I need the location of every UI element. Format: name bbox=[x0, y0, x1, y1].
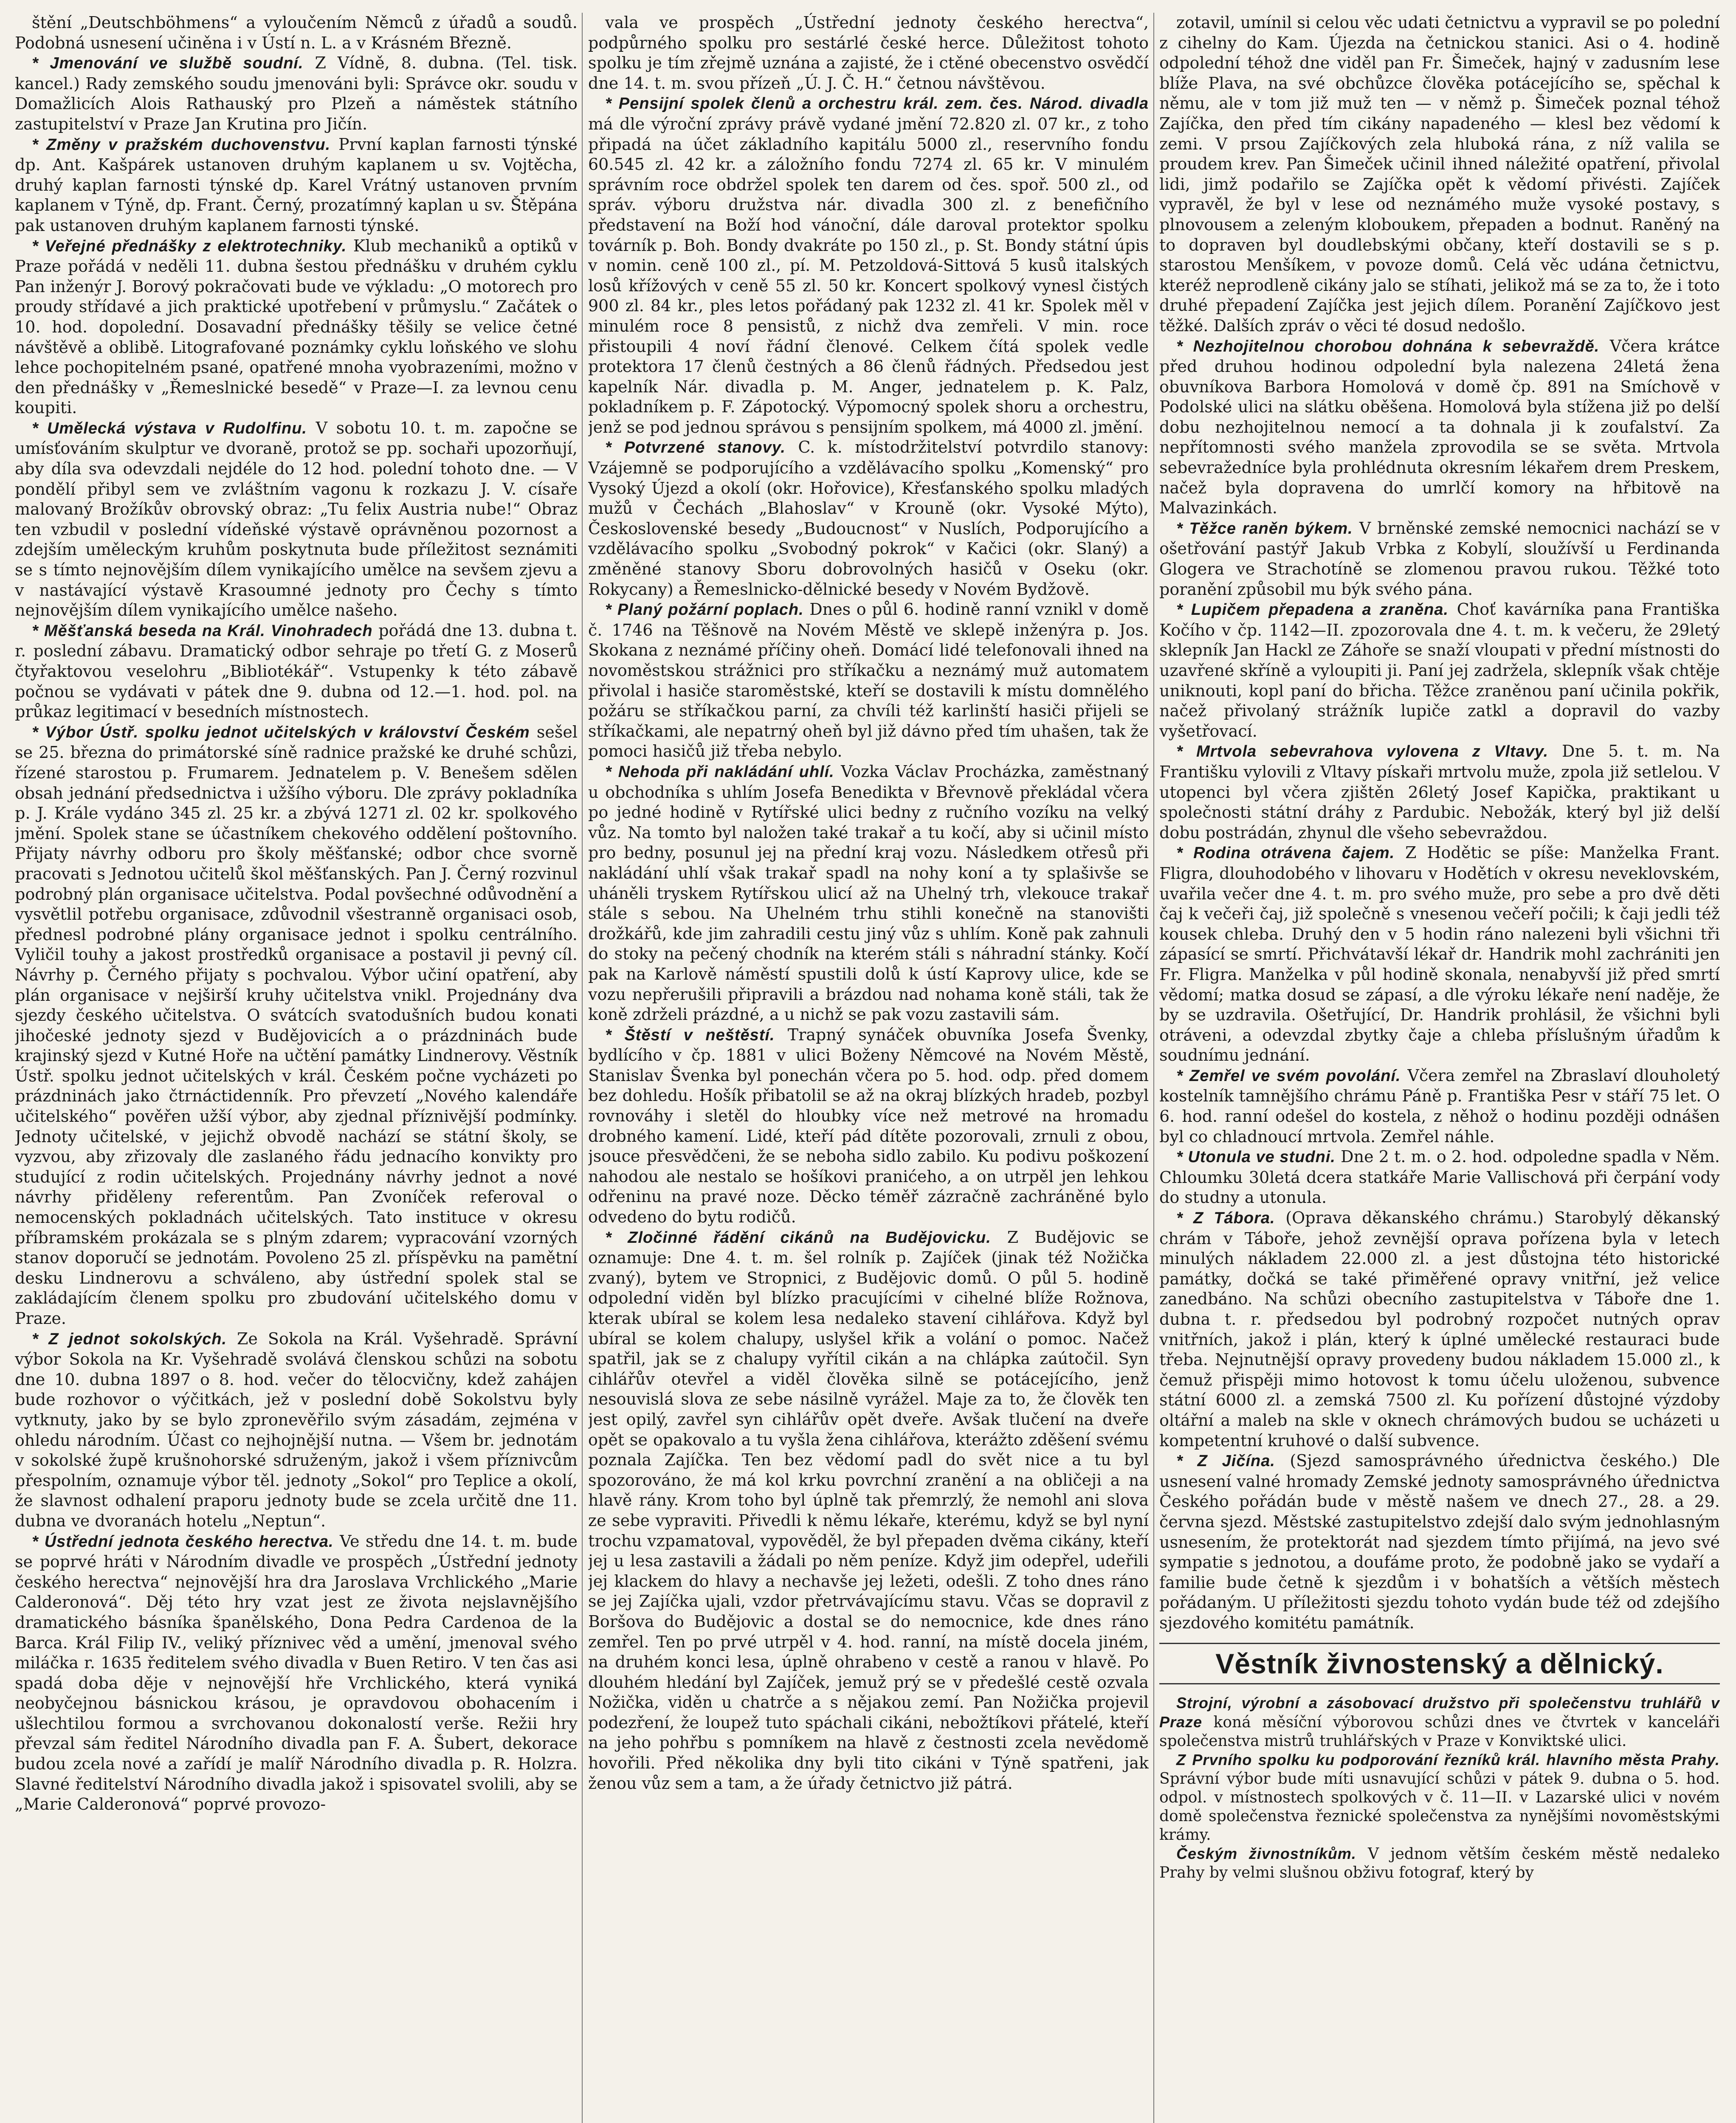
article-paragraph bbox=[15, 418, 578, 621]
article-paragraph bbox=[1159, 1694, 1720, 1751]
article-paragraph bbox=[588, 600, 1149, 762]
article-text: Z Budějovic se oznamuje: Dne 4. t. m. šel rolník p. Zajíček (jinak též Nožička zvaný), bytem ve Stropnici, z Budějovic domů. O půl 5. hodině odpolední viděn byl blízko pracujícími v cihelné blíže Rožnova, kterak ubíral se kolem lesa nedaleko stavení cihlářova. Když byl ubíral se kolem chalupy, uslyšel křik a volání o pomoc. Načež spatřil, jak se z chalupy vyřítil cikán a na chlápka zaútočil. Syn cihlářův otevřel a viděl člověka silně se potácejícího, jenž nesouvislá slova ze sebe násilně vyrážel. Maje za to, že člověk ten jest opilý, zavřel syn cihlářův opět dveře. Avšak tlučení na dveře opět se opakovalo a tu vyšla žena cihlářova, kterážto zděšení svému poznala Zajíčka. Ten bez vědomí padl do svět nice a tu byl spozorováno, že má kol krku povrchní zranění a na obličeji a na hlavě rány. Krom toho byl úplně tak přemrzlý, že nemohl ani slova ze sebe vypraviti. Přivedli k němu lékaře, kterému, když se byl nyní trochu vzpamatoval, vypověděl, že byl přepaden dvěma cikány, kteří jej u lesa zastavili a žádali po něm peníze. Když jim odepřel, udeřili jej klackem do hlavy a nechavše jej ležeti, odešli. Z toho dnes ráno se jej Zajíčka ujali, vzdor přetrvávajícímu stavu. Včas se dopravil z Boršova do Budějovic a dostal se do nemocnice, kde dnes ráno zemřel. Ten po prvé utrpěl v 4. hod. ranní, na místě docela jiném, na druhém konci lesa, úplně ohrabeno v cestě a ranou v hlavě. Po dlouhém hledání byl Zajíček, jemuž prý se v předešlé cestě ozvala Nožička, viděn u chatrče a s nějakou zemí. Pan Nožička projevil podezření, že loupež tuto spáchali cikáni, nebožtíkovi přátelé, kteří na jeho pohřbu s pomníkem na hlavě z čestnosti zcela nevědomě hovořili. Před několika dny byli tito cikáni v Týně spatřeni, jak ženou vůz sem a tam, a že úřady četnictvo již pátrá. bbox=[588, 1228, 1149, 1793]
article-paragraph bbox=[588, 93, 1149, 437]
column-1 bbox=[15, 13, 578, 2123]
article-heading: * Štěstí v neštěstí. bbox=[605, 1026, 775, 1044]
article-heading: * Utonula ve studni. bbox=[1176, 1148, 1336, 1166]
article-paragraph bbox=[588, 1025, 1149, 1228]
article-paragraph bbox=[1159, 1844, 1720, 1882]
article-paragraph bbox=[1159, 1751, 1720, 1844]
article-paragraph bbox=[1159, 600, 1720, 741]
column-2 bbox=[588, 13, 1149, 2123]
article-heading: * Jmenování ve službě soudní. bbox=[32, 54, 304, 73]
article-paragraph bbox=[1159, 336, 1720, 518]
article-text: Včera krátce před druhou hodinou odpolední byla nalezena 24letá žena obuvníkova Barbora Homolová v domě čp. 891 na Smíchově v Podolské ulici na slátku oběšena. Homolová byla stížena již po delší dobu nezhojitelnou nemocí a ta dohnala ji k zoufalství. Za nepřítomnosti svého manžela zprovodila se se světa. Mrtvola sebevražedníce byla prohlédnuta okresním lékařem drem Preskem, načež byla dopravena do umrlčí komory na hřbitově na Malvazinkách. bbox=[1159, 336, 1720, 518]
article-paragraph bbox=[588, 1228, 1149, 1794]
article-text: Z Vídně, 8. dubna. (Tel. tisk. kancel.) Rady zemského soudu jmenováni byli: Správce okr. soudu v Domažlicích Alois Rathauský pro Plzeň a náměstek státního zastupitelství v Praze Jan Krutina pro Jičín. bbox=[15, 53, 578, 133]
article-heading: Strojní, výrobní a zásobovací družstvo při společenstvu truhlářů v Praze bbox=[1159, 1694, 1720, 1731]
article-heading: * Zemřel ve svém povolání. bbox=[1176, 1067, 1401, 1085]
article-heading: * Z Jičína. bbox=[1176, 1452, 1275, 1470]
article-text: Z Hodětic se píše: Manželka Frant. Fligra, dlouhodobého v lihovaru v Hodětích v okresu neveklovském, uvařila večer dne 4. t. m. pro svého muže, pro sebe a pro dvě děti čaj k večeři čaj, již společně s vnesenou večeří počili; k čaji jedli též kousek chleba. Druhý den v 5 hodin ráno nalezeni byli všichni tři zápasící se smrtí. Přichvátavší lékař dr. Handrik mohl zachrániti jen Fr. Fligra. Manželka v půl hodině skonala, nenabyvší již před smrtí vědomí; matka dosud se zápasí, a dle výroku lékaře není naděje, že by se uzdravila. Ošetřující, Dr. Handrik prohlásil, že všichni byli otráveni, a odevzdal zbytky čaje a chleba příslušným úřadům k soudnímu jednání. bbox=[1159, 843, 1720, 1065]
article-text: V brněnské zemské nemocnici nachází se v ošetřování pastýř Jakub Vrbka z Kobylí, sloužívší u Ferdinanda Glogera ve Strachotíně se zlomenou pravou rukou. Těžké toto poranění způsobil mu býk svého pána. bbox=[1159, 518, 1720, 599]
article-heading: Z Prvního spolku ku podporování řezníků král. hlavního města Prahy. bbox=[1176, 1751, 1720, 1768]
article-heading: * Z Tábora. bbox=[1176, 1209, 1275, 1228]
article-heading: * Umělecká výstava v Rudolfinu. bbox=[32, 419, 307, 437]
article-heading: * Nezhojitelnou chorobou dohnána k sebevraždě. bbox=[1176, 337, 1600, 355]
article-text: V sobotu 10. t. m. započne se umísťováním skulptur ve dvoraně, protož se pp. sochaři upozorňují, aby díla sva odevzdali nejdéle do 12 hod. polední tohoto dne. — V pondělí přibyl sem ve zvláštním vagonu k rozkazu J. V. císaře malovaný Brožíkův obrovský obraz: „Tu felix Austria nube!“ Obraz ten vzbudil v poslední vídeňské výstavě oprávněnou pozornost a zdejším uměleckým kruhům poskytnuta bude příležitost seznámiti se s tímto nejnovějším dílem vynikajícího umělce na sevšem zjevu a v nastávající výstavě Krasoumné jednoty pro Čechy s tímto nejnovějším dílem vynikajícího umělce našeho. bbox=[15, 418, 578, 620]
article-paragraph bbox=[15, 135, 578, 236]
article-heading: * Lupičem přepadena a zraněna. bbox=[1176, 601, 1449, 619]
article-text: C. k. místodržitelství potvrdilo stanovy: Vzájemně se podporujícího a vzdělávacího spolku „Komenský“ pro Vysoký Újezd a okolí (okr. Hořovice), Křesťanského spolku mladých mužů v Čechách „Blahoslav“ v Krouně (okr. Vysoké Mýto), Československé besedy „Budoucnost“ v Nuslích, Podporujícího a vzdělávacího spolku „Svobodný pokrok“ v Kačici (okr. Slaný) a změněné stanovy Sboru dobrovolných hasičů v Oseku (okr. Rokycany) a Řemeslnicko-dělnické besedy v Novém Bydžově. bbox=[588, 438, 1149, 599]
article-text: V jednom větším českém městě nedaleko Prahy by velmi slušnou obživu fotograf, který by bbox=[1159, 1845, 1720, 1881]
article-text: Správní výbor bude míti usnavující schůzi v pátek 9. dubna o 5. hod. odpol. v místnostech spolkových v č. 11—II. v Lazarské ulici v novém domě společenstva řeznické společenstva za nynějšími novoměstskými krámy. bbox=[1159, 1770, 1720, 1844]
article-heading: * Planý požární poplach. bbox=[605, 601, 804, 619]
article-paragraph bbox=[15, 53, 578, 134]
article-heading: Českým živnostníkům. bbox=[1176, 1844, 1356, 1862]
article-text: První kaplan farnosti týnské dp. Ant. Kašpárek ustanoven druhým kaplanem u sv. Vojtěcha, druhý kaplan farnosti týnské dp. Karel Vrátný ustanoven prvním kaplanem v Týně, dp. Frant. Černý, prozatímný kaplan u sv. Štěpána pak ustanoven druhým kaplanem farnosti týnské. bbox=[15, 135, 578, 235]
article-paragraph bbox=[588, 13, 1149, 93]
article-heading: * Veřejné přednášky z elektrotechniky. bbox=[32, 237, 347, 255]
column-3 bbox=[1159, 13, 1720, 2123]
article-paragraph bbox=[15, 13, 578, 53]
article-heading: * Potvrzené stanovy. bbox=[605, 439, 786, 457]
article-text: Dne 5. t. m. Na Františku vylovili z Vltavy pískaři mrtvolu muže, zpola již setlelou. V utopenci byl včera zjištěn 26letý Josef Kapička, praktikant u společnosti státní dráhy z Pardubic. Nebožák, který byl již delší dobu postrádán, zhynul dle všeho sebevraždou. bbox=[1159, 742, 1720, 842]
article-heading: * Nehoda při nakládání uhlí. bbox=[605, 763, 834, 781]
article-text: vala ve prospěch „Ústřední jednoty českého herectva“, podpůrného spolku pro sestárlé české herce. Důležitost tohoto spolku je tím zřejmě uznána a zajisté, že i ctěné obecenstvo osvědčí dne 14. t. m. svou přízeň „Ú. J. Č. H.“ četnou návštěvou. bbox=[588, 13, 1149, 93]
article-paragraph bbox=[1159, 843, 1720, 1066]
article-heading: * Měšťanská beseda na Král. Vinohradech bbox=[32, 622, 373, 640]
article-text: Ve středu dne 14. t. m. bude se poprvé hráti v Národním divadle ve prospěch „Ústřední jednoty českého herectva“ nejnovější hra dra Jaroslava Vrchlického „Marie Calderonová“. Děj této hry vzat jest ze života nejslavnějšího dramatického básníka španělského, Dona Pedra Cardenoa de la Barca. Král Filip IV., veliký příznivec věd a umění, jmenoval svého miláčka r. 1635 ředitelem svého divadla v Buen Retiro. V ten čas asi spadá doba děje v nejnovější hře Vrchlického, která vyniká neobyčejnou básnickou krásou, je opravdovou obohacením i ušlechtilou formou a svrchovanou dokonalostí verše. Režii hry převzal sám ředitel Národního divadla pan F. A. Šubert, dekorace budou zcela nové a zařídí je malíř Národního divadla p. R. Holzra. Slavné ředitelství Národního divadla jakož i spisovatel svolili, aby se „Marie Calderonová“ poprvé provozo- bbox=[15, 1532, 578, 1814]
article-paragraph bbox=[1159, 1066, 1720, 1147]
article-text: Vozka Václav Procházka, zaměstnaný u obchodníka s uhlím Josefa Benedikta v Břevnově překládal včera po jedné hodině v Rytířské ulici bedny z ručního vozíku na velký vůz. Na tomto byl naložen také trakař a tu kočí, aby si učinil místo pro bedny, posunul jej na přední kraj vozu. Následkem otřesů při nakládání uhlí však trakař spadl na nohy koní a ty splašivše se uháněli tryskem Rytířskou ulicí až na Uhelný trh, vlekouce trakař stále s sebou. Na Uhelném trhu stihli konečně na stanovišti drožkářů, kde jim zahradili cestu jiný vůz s uhlím. Koně pak zahnuli do stoky na pečený chodník na kterém stáli s náhradní stánky. Kočí pak na Karlově náměstí spustili dolů k ústí Kaprovy ulice, kde se vozu nepřerušili připravili a brázdou nad nohama koně stáli, tak že koně zdrželi prázdné, a u nichž se pak vozu zastavili sám. bbox=[588, 762, 1149, 1024]
article-paragraph bbox=[1159, 518, 1720, 600]
column-rule bbox=[582, 13, 583, 2123]
article-text: štění „Deutschböhmens“ a vyloučením Němců z úřadů a soudů. Podobná usnesení učiněna i v Ústí n. L. a v Krásném Březně. bbox=[15, 13, 578, 52]
article-heading: * Změny v pražském duchovenstvu. bbox=[32, 135, 331, 154]
article-heading: * Zločinné řádění cikánů na Budějovicku. bbox=[605, 1228, 991, 1247]
article-paragraph bbox=[1159, 1451, 1720, 1633]
column-rule bbox=[1153, 13, 1154, 2123]
article-heading: * Z jednot sokolských. bbox=[32, 1330, 227, 1348]
column-3-articles bbox=[1159, 13, 1720, 1633]
article-text: má dle výroční zprávy právě vydané jmění 72.820 zl. 07 kr., z toho připadá na účet základního kapitálu 5000 zl., reservního fondu 60.545 zl. 42 kr. a záložního fondu 7274 zl. 65 kr. V minulém správním roce obdržel spolek ten darem od čes. spoř. 500 zl., od správ. výboru družstva nár. divadla 300 zl. z benefičního představení na Boží hod vánoční, dále daroval protektor spolku továrník p. Boh. Bondy dvakráte po 150 zl., p. St. Bondy státní úpis v nomin. ceně 100 zl., pí. M. Petzoldová-Sittová 5 kusů italských losů křížových v ceně 55 zl. 50 kr. Koncert spolkový vynesl čistých 900 zl. 84 kr., ples letos pořádaný pak 1232 zl. 41 kr. Spolek měl v minulém roce 8 pensistů, z nichž dva zemřeli. V min. roce přistoupili 4 noví řádní členové. Celkem čítá spolek vedle protektora 17 členů čestných a 86 členů řádných. Předsedou jest kapelník Nár. divadla p. M. Anger, jednatelem p. K. Palz, pokladníkem p. F. Zápotocký. Výpomocný spolek shoru a orchestru, jenž se pod jednou správou s pensijním spolkem, má 4000 zl. jmění. bbox=[588, 114, 1149, 436]
article-paragraph bbox=[15, 722, 578, 1329]
article-heading: * Pensijní spolek členů a orchestru král. zem. čes. Národ. divadla bbox=[605, 95, 1149, 113]
article-paragraph bbox=[588, 762, 1149, 1025]
section-banner: Věstník živnostenský a dělnický. bbox=[1159, 1643, 1720, 1684]
article-text: sešel se 25. března do primátorské síně radnice pražské ke druhé schůzi, řízené starostou p. Frumarem. Jednatelem p. V. Benešem sdělen obsah jednání předsednictva i užšího výboru. Dle zprávy pokladníka p. J. Krále vydáno 345 zl. 25 kr. a zbývá 1271 zl. 02 kr. spolkového jmění. Spolek stane se účastníkem chekového oddělení poštovního. Přijaty návrhy odboru pro školy měšťanské; odbor chce svorně pracovati s Jednotou učitelů škol měšťanských. Pan J. Černý rozvinul podrobný plán organisace učitelstva. Podal povšechné odůvodnění a vysvětlil potřebu organisace, zdůvodnil všestranně organisaci osob, přednesl podrobné plány organisace jednot i spolku centrálního. Vyličil touhy a jakost prostředků organisace a postavil ji pevný cíl. Návrhy p. Černého přijaty s pochvalou. Výbor učiní opatření, aby plán organisace v nejširší kruhy učitelstva vnikl. Projednány dva sjezdy českého učitelstva. O svátcích svatodušních budou konati jihočeské jednoty sjezd v Budějovicích a o prázdninách bude krajinský sjezd v Kutné Hoře na učtění památky Lindnerovy. Věstník Ústř. spolku jednot učitelských v král. Českém počne vycházeti po prázdninách jako čtrnáctidenník. Pro převzetí „Nového kalendáře učitelského“ pověřen užší výbor, aby zjednal příznivější podmínky. Jednoty učitelské, v jejichž obvodě nachází se státní školy, se vyzvou, aby zřizovaly dle zaslaného řádu jednacího konvikty pro studující z rodin učitelských. Projednány návrhy jednot a nové návrhy přiděleny referentům. Pan Zvoníček referoval o nemocenských pokladnách učitelských. Tato instituce v okresu příbramském prokázala se s plným zdarem; vypracování vzorných stanov doporučí se jednotám. Povoleno 25 zl. příspěvku na pamětní desku Lindnerovu a schváleno, aby ústřední spolek stal se zakládajícím členem spolku pro zbudování učitelského domu v Praze. bbox=[15, 722, 578, 1328]
article-heading: * Výbor Ústř. spolku jednot učitelských v království Českém bbox=[32, 723, 530, 741]
article-text: pořádá dne 13. dubna t. r. poslední zábavu. Dramatický odbor sehraje po třetí G. z Moserů čtyřaktovou veselohru „Bibliotékář“. Vstupenky k této zábavě počnou se vydávati v pátek dne 9. dubna od 12.—1. hod. pol. na průkaz legitimací v besedních místnostech. bbox=[15, 621, 578, 721]
article-text: Trapný synáček obuvníka Josefa Švenky, bydlícího v čp. 1881 v ulici Boženy Němcové na Novém Městě, Stanislav Švenka byl ponechán včera po 5. hod. odp. před domem bez dohledu. Hošík přibatolil se až na okraj blízkých hradeb, pozbyl rovnováhy i sletěl do hloubky více než metrové na hromadu drobného kamení. Lidé, kteří pád dítěte pozorovali, zrnuli z obou, jsouce přesvědčeni, že se neboha sidlo zabilo. Ku podivu poškození nahodou ale nestalo se hošíkovi pranićeho, a on utrpěl jen lehkou odřeninu na pravé noze. Děcko téměř zázračně zachráněné bylo odvedeno do bytu rodičů. bbox=[588, 1025, 1149, 1227]
article-text: Klub mechaniků a optiků v Praze pořádá v neděli 11. dubna šestou přednášku v druhém cyklu Pan inženýr J. Borový pokračovati bude ve výkladu: „O motorech pro proudy střídavé a jich praktické upotřebení v průmyslu.“ Začátek o 10. hod. dopolední. Dosavadní přednášky těšily se velice četné návštěvě a oblibě. Litografované poznámky cyklu loňského ve slohu lehce pochopitelném psané, opatřené mnoha vyobrazeními, možno v den přednášky v „Řemeslnické besedě“ v Praze—I. za levnou cenu koupiti. bbox=[15, 236, 578, 417]
article-text: Ze Sokola na Král. Vyšehradě. Správní výbor Sokola na Kr. Vyšehradě svolává členskou schůzi na sobotu dne 10. dubna 1897 o 8. hod. večer do tělocvičny, kdež zahájen bude rozhovor o výčitkách, jež v poslední době Sokolstvu byly vytknuty, jako by se bylo zpronevěřilo svým zásadám, zejména v ohledu národním. Účast co nejhojnější nutna. — Všem br. jednotám v sokolské župě krušnohorské sdruženým, jakož i všem příznivcům přespolním, oznamuje výbor těl. jednoty „Sokol“ pro Teplice a okolí, že slavnost odhalení praporu jednoty bude se zcela určitě dne 11. dubna ve dvoranách hotelu „Neptun“. bbox=[15, 1329, 578, 1530]
article-heading: * Ústřední jednota českého herectva. bbox=[32, 1532, 334, 1551]
article-heading: * Mrtvola sebevrahova vylovena z Vltavy. bbox=[1176, 743, 1549, 761]
article-paragraph bbox=[1159, 1208, 1720, 1451]
article-paragraph bbox=[1159, 1147, 1720, 1208]
article-paragraph bbox=[1159, 13, 1720, 336]
article-text: Dne 2 t. m. o 2. hod. odpoledne spadla v Něm. Chloumku 30letá dcera statkáře Marie Vallischová při čerpání vody do studny a utonula. bbox=[1159, 1147, 1720, 1207]
article-paragraph bbox=[15, 236, 578, 418]
article-text: (Oprava děkanského chrámu.) Starobylý děkanský chrám v Táboře, jehož zevnější oprava pořízena byla v letech minulých nákladem 22.000 zl. a jest důstojna této historické památky, dočká se také přiměřené opravy vnitřní, jež velice zanedbáno. Na schůzi obecního zastupitelstva v Táboře dne 1. dubna t. r. předsedou byl podrobný rozpočet nutných oprav vnitřních, jakož i plán, který k úplné umělecké restauraci bude třeba. Nejnutnější opravy provedeny budou nákladem 15.000 zl., k čemuž přispěji mimo hotovost k tomu účelu uloženou, subvence státní 6000 zl. a zemská 7500 zl. Ku pořízení důstojné výzdoby oltářní a maleb na skle v oknech chrámových budou se ucházeti u kompetentní kruhové o další subvence. bbox=[1159, 1208, 1720, 1450]
article-text: Dnes o půl 6. hodině ranní vznikl v domě č. 1746 na Těšnově na Novém Městě ve sklepě inženýra p. Jos. Skokana z neznámé příčiny oheň. Domácí lidé telefonovali ihned na novoměstskou strážnici pro stříkačku a neznámý muž automatem přivolal i hasiče staroměstské, kteří se dostavili k místu domnělého požáru se stříkačkou parní, za chvíli též karlinští hasiči přijeli se stříkačkami, ale nepatrný oheň byl již dávno před tím uhašen, tak že pomoci hasičů již třeba nebylo. bbox=[588, 600, 1149, 761]
article-heading: * Těžce raněn býkem. bbox=[1176, 519, 1353, 538]
article-text: zotavil, umínil si celou věc udati četnictvu a vypravil se po polední z cihelny do Kam. Újezda na četnickou stanici. Asi o 4. hodině odpolední téhož dne viděl pan Fr. Šimeček, hajný v zadusním lese blíže Plava, na své obchůzce člověka potácejícího se, spěchal k němu, ale v tom již muž ten — v němž p. Šimeček poznal téhož Zajíčka, den před tím cikány napadeného — klesl bez vědomí k zemi. V prsou Zajíčkových zela hluboká rána, z níž valila se proudem krev. Pan Šimeček učinil ihned náležité opatření, přivolal lidi, jimž podařilo se Zajíčka opět k vědomí přivésti. Zajíček vypravěl, že byl v lese od neznámého muže vysoké postavy, s plnovousem a zeleným kloboukem, přepaden a bodnut. Raněný na to dopraven byl doudlebskými občany, kteří dostavili se s p. starostou Menšíkem, v povoze domů. Celá věc udána četnictvu, kteréž neprodleně cikány jalo se stíhati, jelikož má se za to, že i toto druhé přepadení Zajíčka jest jejich dílem. Poranění Zajíčkovo jest těžké. Dalších zpráv o věci té dosud nedošlo. bbox=[1159, 13, 1720, 335]
article-text: (Sjezd samosprávného úřednictva českého.) Dle usnesení valné hromady Zemské jednoty samosprávného úřednictva Českého pořádán bude v městě našem ve dnech 27., 28. a 29. června sjezd. Městské zastupitelstvo zdejší dalo svým jednohlasným usnesením, že protektorát nad sjezdem tímto přijímá, na jevo své sympatie s jednotou, a doufáme proto, že podobně jako se vydaří a familie bude četně k sjezdům i v bohatších a větších městech pořádaným. U příležitosti sjezdu tohoto vydán bude též od zdejšího sjezdového komitétu památník. bbox=[1159, 1451, 1720, 1632]
article-text: koná měsíční výborovou schůzi dnes ve čtvrtek v kanceláři společenstva mistrů truhlářských v Praze v Konviktské ulici. bbox=[1159, 1713, 1720, 1750]
article-paragraph bbox=[1159, 741, 1720, 843]
article-text: Včera zemřel na Zbraslaví dlouholetý kostelník tamnějšího chrámu Páně p. Františka Pesr v stáří 75 let. O 6. hod. ranní odešel do kostela, z něhož o hodinu později odnášen byl co chladnoucí mrtvola. Zemřel náhle. bbox=[1159, 1066, 1720, 1146]
trade-section bbox=[1159, 1694, 1720, 1882]
article-paragraph bbox=[15, 1532, 578, 1815]
article-paragraph bbox=[588, 437, 1149, 600]
article-paragraph bbox=[15, 1329, 578, 1532]
article-paragraph bbox=[15, 621, 578, 722]
article-text: Choť kavárníka pana Františka Kočího v čp. 1142—II. zpozorovala dne 4. t. m. k večeru, že 29letý sklepník Jan Hackl ze Záhoře se snaží vloupati v přední místnosti do uzavřené skříně a vyloupiti ji. Paní jej zadržela, sklepník však chtěje uniknouti, kopl paní do břicha. Těžce zraněnou paní učinila pokřik, načež přivolaný strážník lupiče zatkl a dopravil do vazby vyšetřovací. bbox=[1159, 600, 1720, 741]
article-heading: * Rodina otrávena čajem. bbox=[1176, 844, 1395, 862]
